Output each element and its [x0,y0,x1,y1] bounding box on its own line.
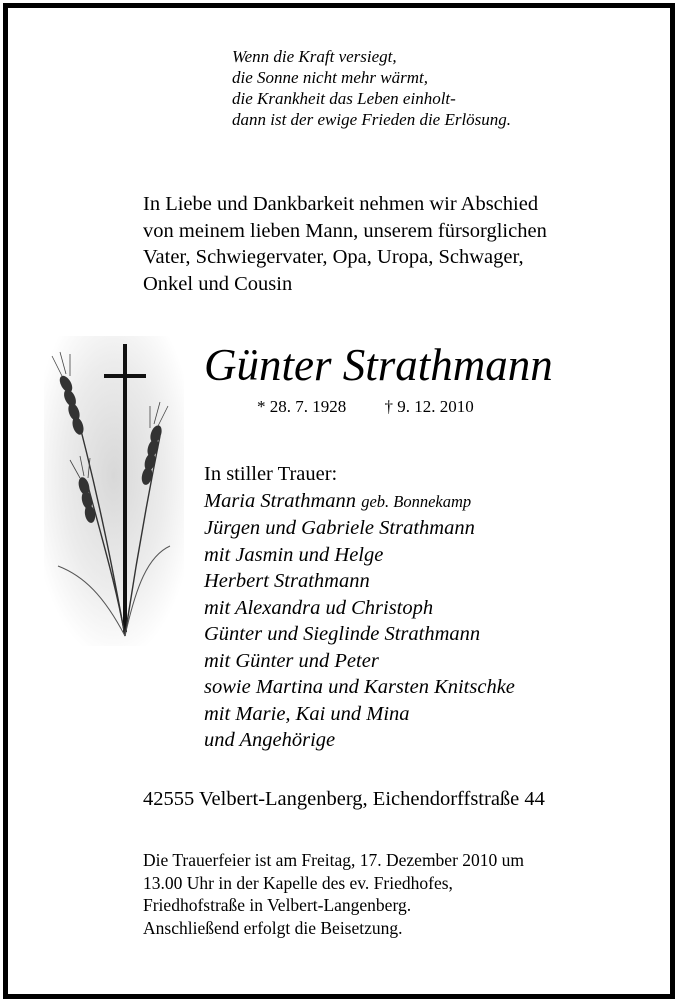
list-item: mit Alexandra ud Christoph [204,596,434,619]
poem [232,46,511,130]
intro-line: Vater, Schwiegervater, Opa, Uropa, Schwager, [143,246,524,268]
list-item: mit Günter und Peter [204,649,379,672]
service-line: Anschließend erfolgt die Beisetzung. [143,917,403,938]
list-item: Jürgen und Gabriele Strathmann [204,517,475,539]
service-line: Friedhofstraße in Velbert-Langenberg. [143,895,412,915]
deceased-name: Günter Strathmann [204,340,553,390]
life-dates [257,396,474,418]
poem-line: die Sonne nicht mehr wärmt, [232,68,428,87]
cross-with-wheat-icon [44,336,184,646]
intro-line: In Liebe und Dankbarkeit nehmen wir Abschied [143,193,539,215]
service-line: 13.00 Uhr in der Kapelle des ev. Friedhofes, [143,872,453,893]
list-item: Herbert Strathmann [204,570,370,592]
service-line: Die Trauerfeier ist am Freitag, 17. Dezember 2010 um [143,850,525,870]
birth-date: * 28. 7. 1928 [257,397,347,416]
list-item: sowie Martina und Karsten Knitschke [204,676,515,698]
list-item: mit Marie, Kai und Mina [204,702,410,725]
list-item: und Angehörige [204,729,336,751]
service-info [143,849,524,939]
death-date: † 9. 12. 2010 [384,397,474,416]
intro-line: von meinem lieben Mann, unserem fürsorglichen [143,219,547,242]
list-item: mit Jasmin und Helge [204,543,384,566]
list-item [204,488,515,516]
poem-line: Wenn die Kraft versiegt, [232,47,397,66]
list-item: Günter und Sieglinde Strathmann [204,623,481,645]
address: 42555 Velbert-Langenberg, Eichendorffstraße 44 [143,788,545,810]
intro-text [143,191,643,297]
mourner-note: geb. Bonnekamp [361,491,472,511]
mourners-list [204,461,515,754]
poem-line: die Krankheit das Leben einholt- [232,89,456,108]
poem-line: dann ist der ewige Frieden die Erlösung. [232,110,512,129]
mourner-name: Maria Strathmann [204,489,357,512]
mourners-heading: In stiller Trauer: [204,463,338,485]
intro-line: Onkel und Cousin [143,272,293,295]
